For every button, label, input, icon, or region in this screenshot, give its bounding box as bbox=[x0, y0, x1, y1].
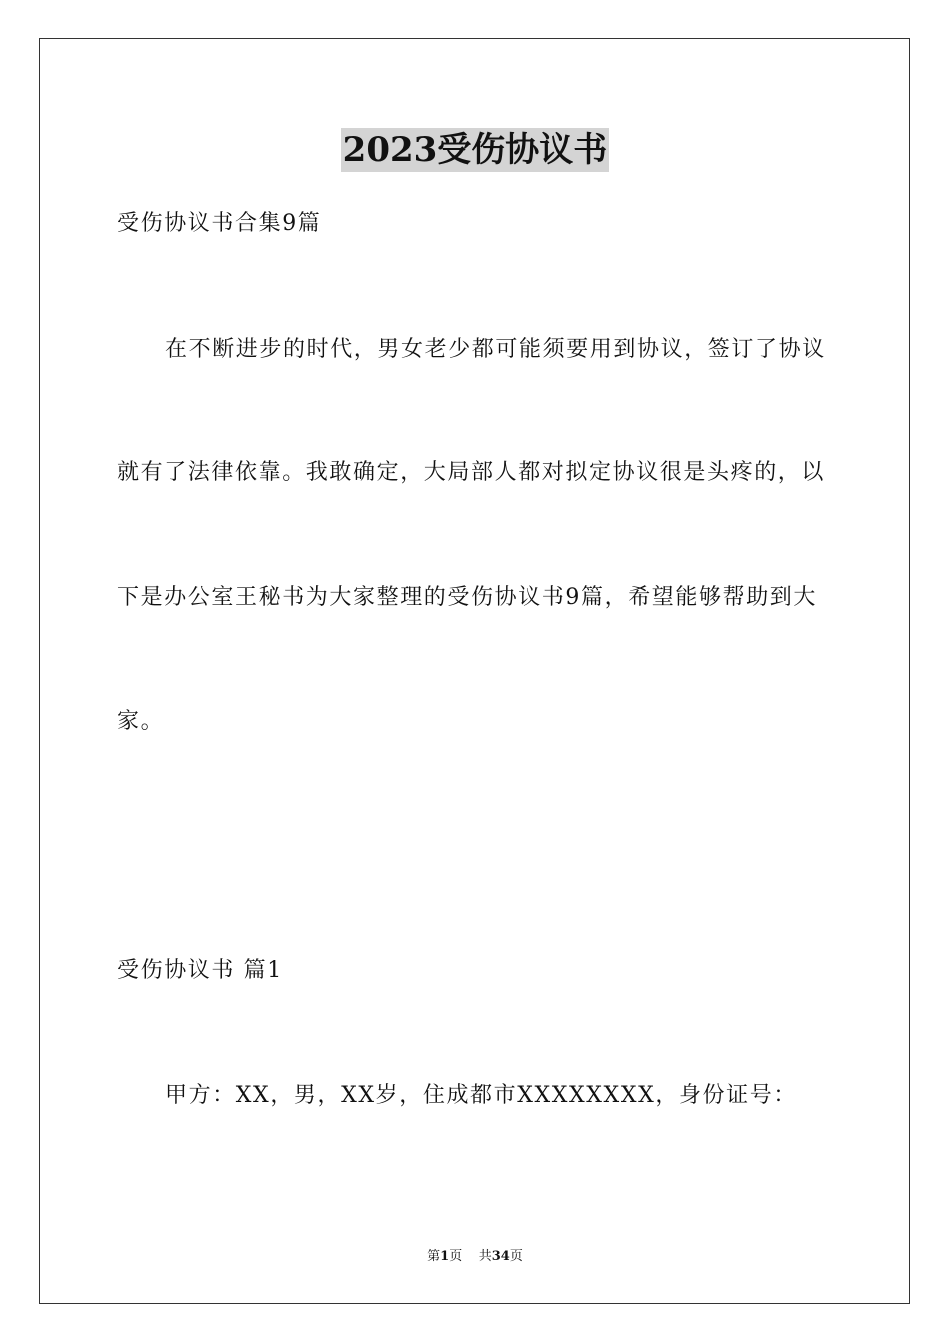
footer-total-pages: 34 bbox=[491, 1249, 510, 1264]
footer-total-prefix: 共 bbox=[478, 1249, 492, 1264]
intro-line-2: 就有了法律依靠。我敢确定，大局部人都对拟定协议很是头疼的，以 bbox=[117, 460, 826, 485]
party-a-line: 甲方：XX，男，XX岁，住成都市XXXXXXXX，身份证号： bbox=[165, 1083, 797, 1108]
document-title-text: 2023受伤协议书 bbox=[342, 130, 608, 170]
footer-page-prefix: 第 bbox=[427, 1249, 441, 1264]
footer-total-suffix: 页 bbox=[509, 1249, 523, 1264]
footer-page-suffix: 页 bbox=[449, 1249, 463, 1264]
document-title bbox=[0, 128, 950, 178]
intro-line-4: 家。 bbox=[117, 709, 165, 734]
page-footer bbox=[0, 1248, 950, 1266]
footer-page-number: 1 bbox=[440, 1249, 450, 1264]
document-subtitle: 受伤协议书合集9篇 bbox=[117, 211, 322, 236]
intro-line-3: 下是办公室王秘书为大家整理的受伤协议书9篇，希望能够帮助到大 bbox=[117, 585, 817, 610]
intro-line-1: 在不断进步的时代，男女老少都可能须要用到协议，签订了协议 bbox=[165, 337, 826, 362]
section-heading: 受伤协议书 篇1 bbox=[117, 958, 283, 983]
